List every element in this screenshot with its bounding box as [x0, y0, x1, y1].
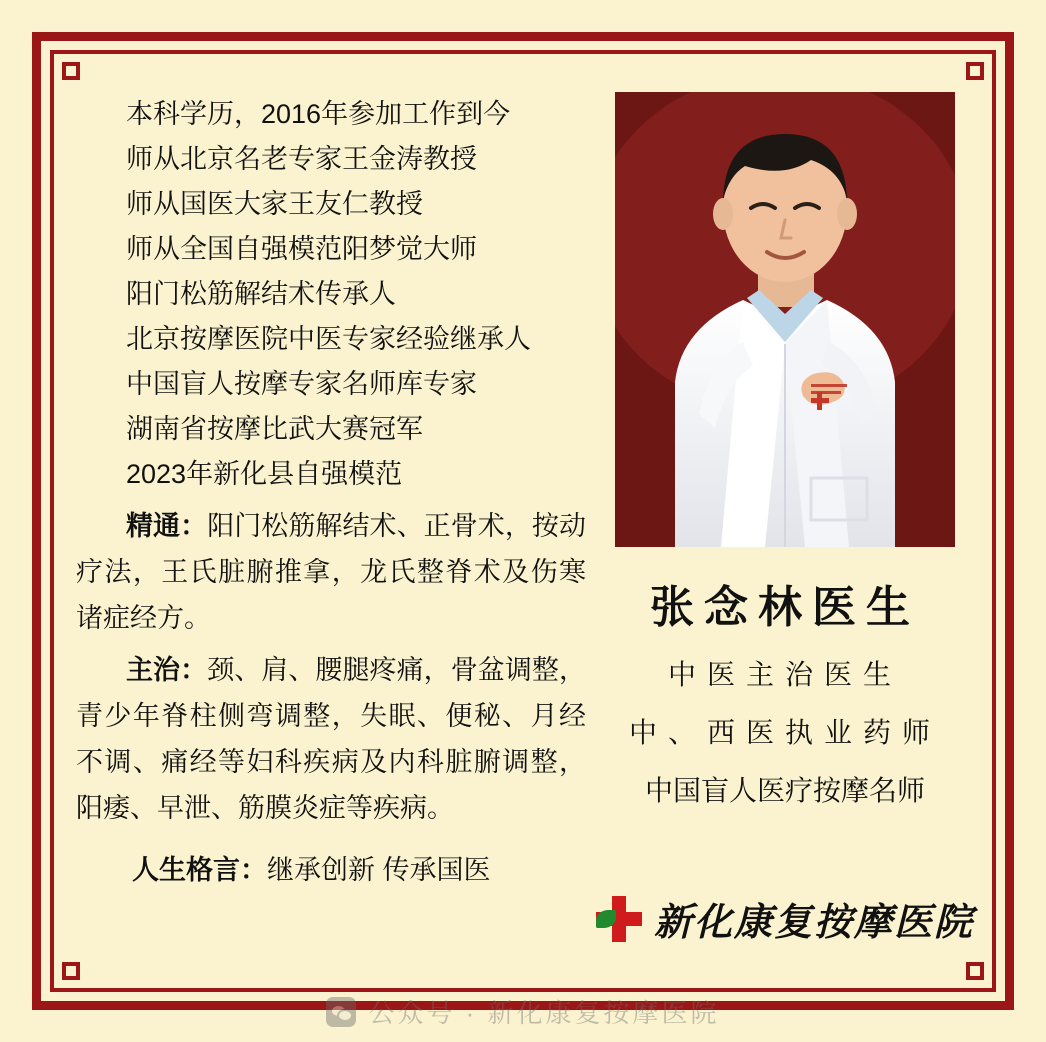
biography-column	[72, 78, 596, 952]
footer-watermark	[0, 993, 1046, 1030]
treatment-text: 颈、肩、腰腿疼痛，骨盆调整，青少年脊柱侧弯调整，失眠、便秘、月经不调、痛经等妇科疾病及内科脏腑调整，阳痿、早泄、筋膜炎症等疾病。	[76, 655, 586, 823]
list-item: 师从北京名老专家王金涛教授	[126, 144, 477, 174]
motto-label: 人生格言：	[132, 855, 267, 885]
expertise-label: 精通：	[126, 511, 208, 541]
list-item: 2023年新化县自强模范	[126, 459, 403, 489]
motto-text: 继承创新 传承国医	[267, 855, 491, 885]
hospital-logo	[596, 891, 974, 952]
list-item: 本科学历，2016年参加工作到今	[126, 99, 511, 129]
medical-cross-icon	[596, 896, 642, 942]
wechat-icon	[326, 997, 356, 1027]
list-item: 北京按摩医院中医专家经验继承人	[126, 324, 531, 354]
credentials-list	[76, 92, 586, 497]
treatment-paragraph	[76, 647, 586, 831]
list-item: 师从国医大家王友仁教授	[126, 189, 423, 219]
expertise-paragraph	[76, 503, 586, 641]
profile-column	[596, 78, 974, 952]
hospital-name: 新化康复按摩医院	[653, 899, 974, 944]
treatment-label: 主治：	[126, 655, 208, 685]
doctor-title-1: 中医主治医生	[667, 659, 902, 690]
doctor-title-2: 中、西医执业药师	[628, 717, 941, 748]
list-item: 阳门松筋解结术传承人	[126, 279, 396, 309]
doctor-title-3: 中国盲人医疗按摩名师	[644, 775, 925, 806]
expertise-text: 阳门松筋解结术、正骨术，按动疗法，王氏脏腑推拿，龙氏整脊术及伤寒诸症经方。	[76, 511, 586, 633]
doctor-portrait-photo	[615, 92, 955, 547]
footer-text: 公众号 · 新化康复按摩医院	[368, 998, 720, 1028]
doctor-name: 张念林医生	[649, 583, 920, 632]
list-item: 湖南省按摩比武大赛冠军	[126, 414, 423, 444]
motto-paragraph	[76, 847, 586, 893]
corner-dot-bottom-right	[966, 962, 984, 980]
list-item: 师从全国自强模范阳梦觉大师	[126, 234, 477, 264]
corner-dot-bottom-left	[62, 962, 80, 980]
list-item: 中国盲人按摩专家名师库专家	[126, 369, 477, 399]
portrait-illustration	[615, 92, 955, 547]
poster-content	[72, 78, 974, 952]
